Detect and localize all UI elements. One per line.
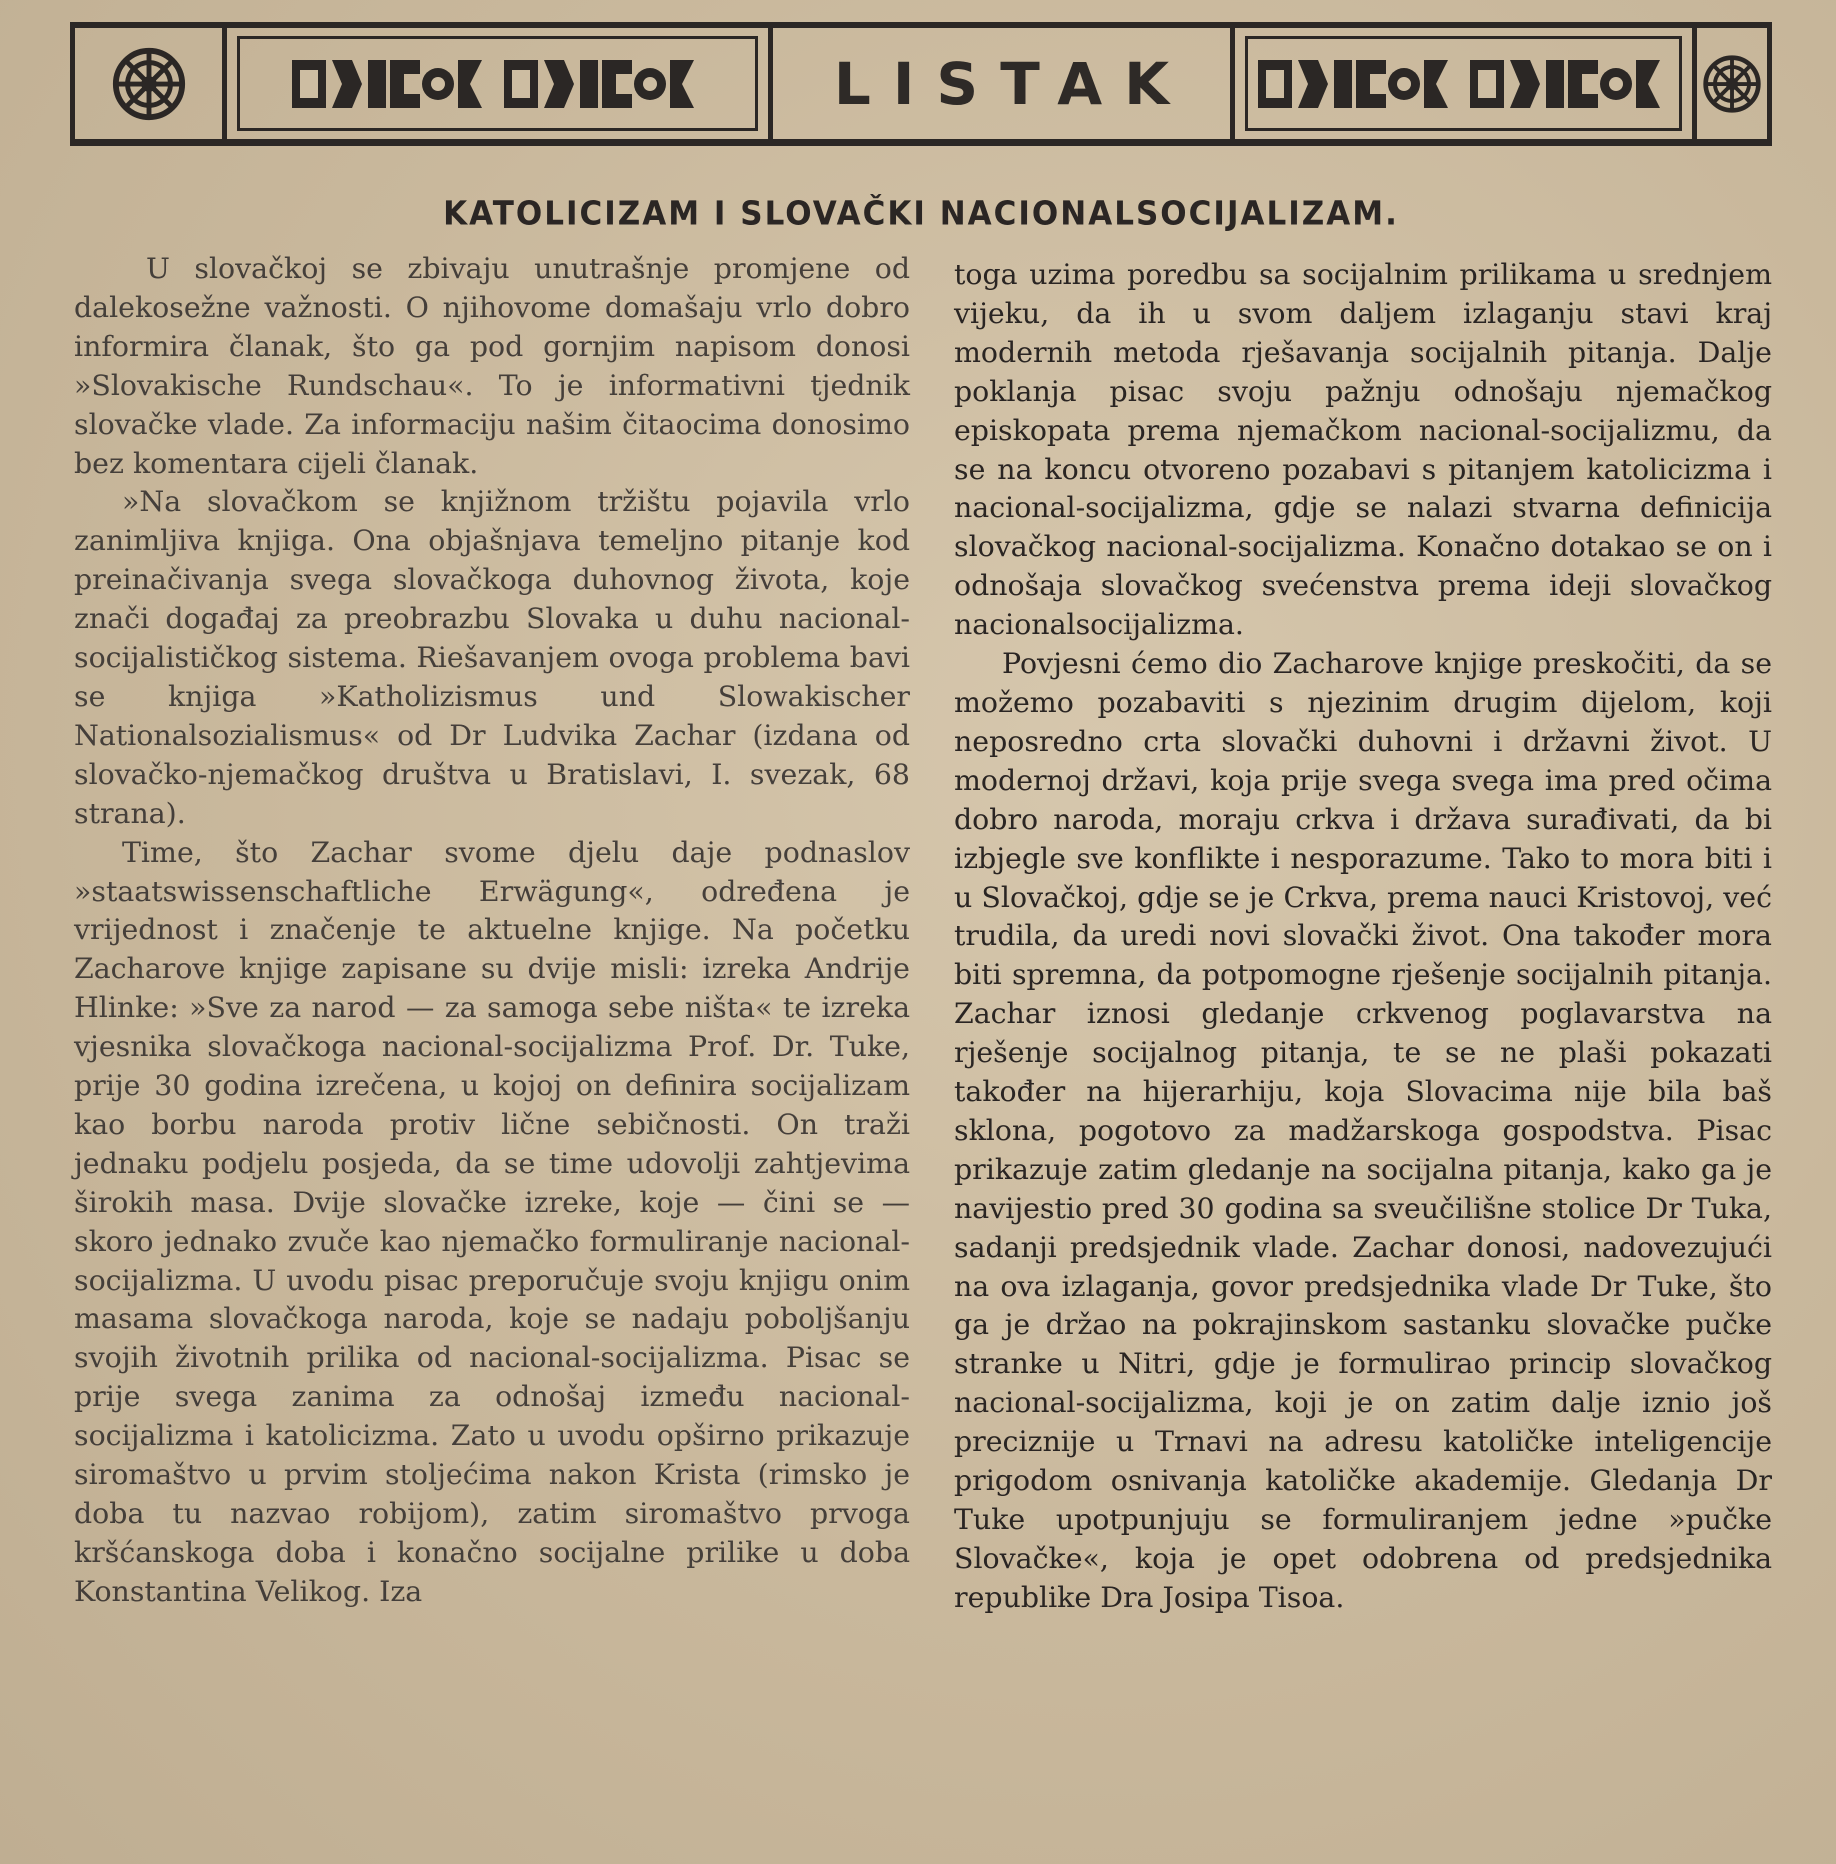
article-right-column (954, 256, 1772, 1618)
paragraph: »Na slovačkom se knjižnom tržištu pojavila vrlo zanimljiva knjiga. Ona objašnjava temeljno pitanje kod preinačivanja svega slovačkoga duhovnog života, koje znači događaj za preobrazbu Slovaka u duhu nacional-socijalističkog sistema. Riešavanjem ovoga problema bavi se knjiga »Katholizismus und Slowakischer Nationalsozialismus« od Dr Ludvika Zachar (izdana od slovačko-njemačkog društva u Bratislavi, I. svezak, 68 strana). (74, 485, 910, 830)
rosette-ornament-icon (110, 45, 188, 123)
left-emblem-cell (70, 28, 222, 139)
rosette-ornament-icon (1701, 53, 1763, 115)
article-title: KATOLICIZAM I SLOVAČKI NACIONALSOCIJALIZAM. (443, 195, 1399, 233)
section-title: LISTAK (833, 49, 1192, 118)
article-left-column (74, 250, 910, 1612)
paragraph: Time, što Zachar svome djelu daje podnaslov »staatswissenschaftliche Erwägung«, određena je vrijednost i značenje te aktuelne knjige. Na početku Zacharove knjige zapisane su dvije misli: izreka Andrije Hlinke: »Sve za narod — za samoga sebe ništa« te izreka vjesnika slovačkoga nacional-socijalizma Prof. Dr. Tuke, prije 30 godina izrečena, u kojoj on definira socijalizam kao borbu naroda protiv lične sebičnosti. On traži jednaku podjelu posjeda, da se time udovolji zahtjevima širokih masa. Dvije slovačke izreke, koje — čini se — skoro jednako zvuče kao njemačko formuliranje nacional-socijalizma. U uvodu pisac preporučuje svoju knjigu onim masama slovačkoga naroda, koje se nadaju poboljšanju svojih životnih prilika od nacional-socijalizma. Pisac se prije svega zanima za odnošaj između nacional-socijalizma i katolicizma. Zato u uvodu opširno prikazuje siromaštvo u prvim stoljećima nakon Krista (rimsko je doba tu nazvao robijom), zatim siromaštvo prvoga kršćanskoga doba i konačno socijalne prilike u doba Konstantina Velikog. Iza (74, 835, 910, 1608)
paragraph: toga uzima poredbu sa socijalnim prilikama u srednjem vijeku, da ih u svom daljem izlaganju stavi kraj modernih metoda rješavanja socijalnih pitanja. Dalje poklanja pisac svoju pažnju odnošaju njemačkog episkopata prema njemačkom nacional-socijalizmu, da se na koncu otvoreno pozabavi s pitanjem katolicizma i nacional-socijalizma, gdje se nalazi stvarna definicija slovačkog nacional-socijalizma. Konačno dotakao se on i odnošaja slovačkog svećenstva prema ideji slovačkog nacionalsocijalizma. (954, 258, 1772, 642)
right-pattern-cell (1230, 28, 1692, 139)
paragraph: U slovačkoj se zbivaju unutrašnje promjene od dalekosežne važnosti. O njihovome domašaju vrlo dobro informira članak, što ga pod gornjim napisom donosi »Slovakische Rundschau«. To je informativni tjednik slovačke vlade. Za informaciju našim čitaocima donosimo bez komentara cijeli članak. (74, 252, 910, 480)
left-pattern-cell (222, 28, 768, 139)
right-emblem-cell (1692, 28, 1772, 139)
section-title-cell (768, 28, 1230, 139)
paragraph: Povjesni ćemo dio Zacharove knjige preskočiti, da se možemo pozabaviti s njezinim drugim dijelom, koji neposredno crta slovački duhovni i državni život. U modernoj državi, koja prije svega svega ima pred očima dobro naroda, moraju crkva i država surađivati, da bi izbjegle sve konflikte i nesporazume. Tako to mora biti i u Slovačkoj, gdje se je Crkva, prema nauci Kristovoj, već trudila, da uredi novi slovački život. Ona također mora biti spremna, da potpomogne rješenje socijalnih pitanja. Zachar iznosi gledanje crkvenog poglavarstva na rješenje socijalnog pitanja, te se ne plaši pokazati također na hijerarhiju, koja Slovacima nije bila baš sklona, pogotovo za madžarskoga gospodstva. Pisac prikazuje zatim gledanje na socijalna pitanja, kako ga je navijestio pred 30 godina sa sveučilišne stolice Dr Tuka, sadanji predsjednik vlade. Zachar donosi, nadovezujući na ova izlaganja, govor predsjednika vlade Dr Tuke, što ga je držao na pokrajinskom sastanku slovačke pučke stranke u Nitri, gdje je formulirao princip slovačkog nacional-socijalizma, koji je on zatim dalje iznio još preciznije u Trnavi na adresu katoličke inteligencije prigodom osnivanja katoličke akademije. Gledanja Dr Tuke upotpunjuju se formuliranjem jedne »pučke Slovačke«, koja je opet odobrena od predsjednika republike Dra Josipa Tisoa. (954, 647, 1772, 1614)
listak-header-banner (70, 22, 1772, 146)
